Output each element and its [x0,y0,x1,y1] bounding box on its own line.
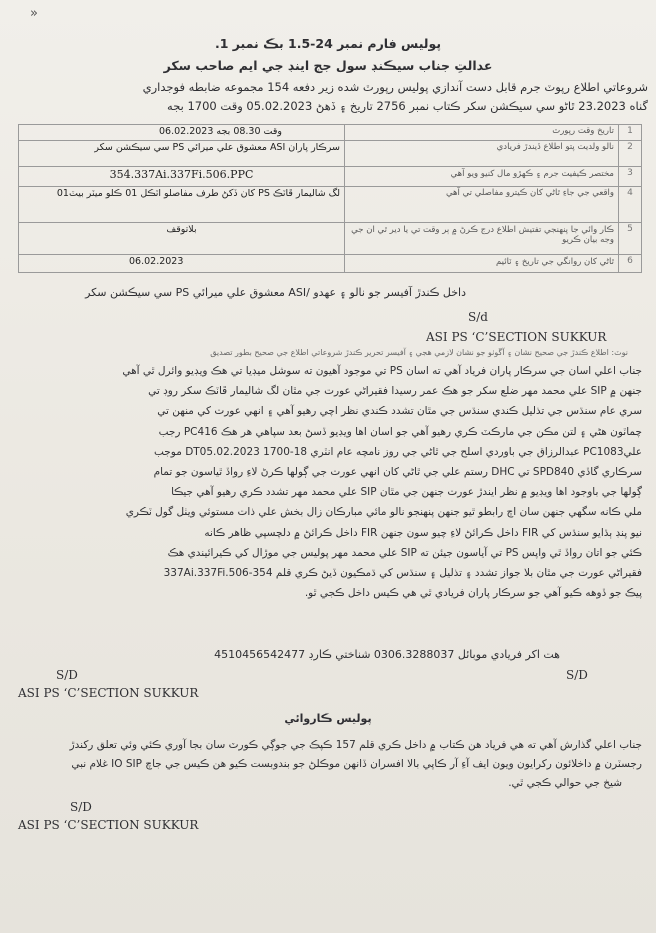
row-value: سرڪار پاران ASI معشوق علي ميرائي PS سي سيڪشن سکر [19,141,345,167]
officer-sd: S/d [468,310,488,324]
row-label: مختصر ڪيفيت جرم ۽ ڪهڙو مال کنيو ويو آهي [345,167,619,187]
officer-line: داخل ڪندڙ آفيسر جو نالو ۽ عهدو /ASI معشوق علي ميرائي PS سي سيڪشن سکر [85,286,466,299]
row-label: تاريخ وقت رپورٽ [345,125,619,141]
note-line: نوٽ: اطلاع ڪندڙ جي صحيح نشان ۽ آڱوٺو جو نشان لازمي هجي ۽ آفيسر تحرير ڪندڙ شروعاتي اطلاع جي صحيح بطور تصديق [210,348,628,357]
action-line: رجسٽرن ۾ داخلائون رکرايون ويون ايف آءِ آر ڪاپي بالا افسران ڏانهن موڪلڻ جو بندوبست ڪيو هن ڪيس جي جاچ IO SIP غلام نبي [71,758,642,770]
action-line: شيخ جي حوالي ڪجي ٿي. [508,777,622,789]
left-signature: ASI PS ‘C’SECTION SUKKUR [18,686,199,700]
row-label: واقعي جي جاءِ ٿاڻي کان ڪيترو مفاصلي تي آهي [345,187,619,223]
corner-mark: » [30,6,38,21]
left-sd: S/D [56,668,78,682]
row-number: 4 [619,187,642,223]
statement-line: سرڪاري گاڏي SPD840 تي DHC رستم علي جي ٿاڻي کان انهي عورت جي ڳولها ڪرڻ لاءِ رواڏ ٿياسون جو تمام [153,466,642,479]
police-action-title: پوليس ڪاروائي [284,712,372,725]
intro-line-1: شروعاتي اطلاع رپوٽ جرم قابل دست آندازي پوليس رپورٽ شده زير دفعه 154 مجموعه ضابطه فوجداري [142,80,648,94]
row-label: نالو ولديت پتو اطلاع ڏيندڙ فريادي [345,141,619,167]
statement-line: جناب اعلي اسان جي سرڪار پاران فرياد آهي ته اسان PS تي موجود آهيون ته سوشل ميڊيا تي هڪ ويڊيو وائرل ٿي آهي [122,365,642,377]
statement-line: ڪئي جو اتان رواڏ ٿي واپس PS تي آياسون جيئن ته SIP علي محمد مهر پوليس جي موڙال کي ڪيرائيندي هڪ [167,546,642,559]
row-number: 2 [619,141,642,167]
statement-line: جنهن ۾ SIP علي محمد مهر ضلع سکر جو هڪ عمر رسيدا فقيراڻي عورت جي مٿان لگ شاليمار ڦاٽڪ سکر روڊ تي [148,385,642,398]
row-number: 6 [619,255,642,273]
complainant-line: هت اکر فريادي موبائل 0306.3288037 شناختي ڪارڊ 4510456542477 [214,648,560,661]
table-row [19,187,642,223]
statement-line: ڳولها جي باوجود اها ويڊيو ۾ نظر ايندڙ عورت جنهن جي مٿان SIP علي محمد مهر تشدد ڪري رهيو آهي جيڪا [171,486,642,499]
row-label: ڪار وائي جا پنهنجي تفتيش اطلاع درج ڪرڻ ۾ ٻر وقت تي يا دير ٿي ان جي وجه بيان ڪريو [345,223,619,255]
row-number: 1 [619,125,642,141]
bottom-signature: ASI PS ‘C’SECTION SUKKUR [18,818,199,832]
statement-line: چماٽون هڻي ۽ لتن مڪن جي مارڪٽ ڪري رهيو آهي جو اسان اها ويڊيو ڏسڻ بعد سپاهي هر هڪ PC416 رجب [158,425,642,438]
statement-line: فقيراڻي عورت جي مٿان بلا جواز تشدد ۽ تذليل ۽ سنڌس کي ڌمڪيون ڏيڻ ڪري قلم 354-337Ai.337Fi.506 [163,567,642,580]
statement-line: عليPC1083 عبدالرزاق جي باوردي اسلح جي ٿاڻي جي روز نامچه عام انٽري 18-1700 DT05.02.2023 موجب [154,445,642,458]
row-value: بلاتوقف [19,223,345,255]
row-value: 354.337Ai.337Fi.506.PPC [19,167,345,187]
complainant-sd: S/D [566,668,588,682]
court-line: عدالتِ جناب سيڪنڊ سول جج اينڊ جي ايم صاحب سکر [163,58,493,73]
officer-signature: ASI PS ‘C’SECTION SUKKUR [426,330,607,344]
statement-line: پيڪ جو ڏوهه ڪيو آهي جو سرڪار پاران فريادي ٿي هي ڪيس داخل ڪجي ٿو. [304,587,642,600]
row-value: 06.02.2023 [19,255,345,273]
intro-line-2: گناه 23.2023 ٿاڻو سي سيڪشن سکر ڪتاب نمبر 2756 تاريخ ۽ ڏهڻ 05.02.2023 وقت 1700 بجه [167,99,648,113]
row-value: 06.02.2023 وقت 08.30 بجه [19,125,345,141]
table-row [19,141,642,167]
bottom-sd: S/D [70,800,92,814]
action-line: جناب اعلي گذارش آهي ته هي فرياد هن ڪتاب ۾ داخل ڪري قلم 157 ڪپڪ جي جوڳي ڪورٽ سان بجا آوري ڪئي وئي تعلق رکندڙ [69,739,642,751]
form-title: پوليس فارم نمبر 24-1.5 بڪ نمبر 1. [214,36,442,51]
table-row [19,125,642,141]
statement-line: سري عام سنڌس جي تذليل ڪندي سنڌس جي مٿان تشدد ڪندي نظر اچي رهيو آهي ۽ انهي عورت کي منهن تي [157,405,642,418]
fir-details-table [18,124,642,273]
statement-line: نيو پنڊ ٻڌايو سنڌس کي FIR داخل ڪرائڻ لاءِ چيو سون جنهن FIR داخل ڪرائڻ ۾ دلچسپي ظاهر ڪانه [204,526,642,539]
row-label: ٿاڻي کان روانگي جي تاريخ ۽ ٽائيم [345,255,619,273]
row-value: لگ شاليمار ڦاٽڪ PS کان ڏکڻ طرف مفاصلو اٽڪل 01 ڪلو ميٽر بيٽ01 [19,187,345,223]
row-number: 3 [619,167,642,187]
action-paragraph [14,736,642,793]
statement-paragraph [14,361,642,603]
table-row [19,223,642,255]
table-row [19,167,642,187]
statement-line: ملي ڪانه سگهي جنهن سان اچ رابطو ٿيو جنهن پنهنجو نالو مائي مبارڪان زال بخش علي ذات مستوئي ويٺل گول ٽڪري [125,506,642,519]
table-row [19,255,642,273]
row-number: 5 [619,223,642,255]
